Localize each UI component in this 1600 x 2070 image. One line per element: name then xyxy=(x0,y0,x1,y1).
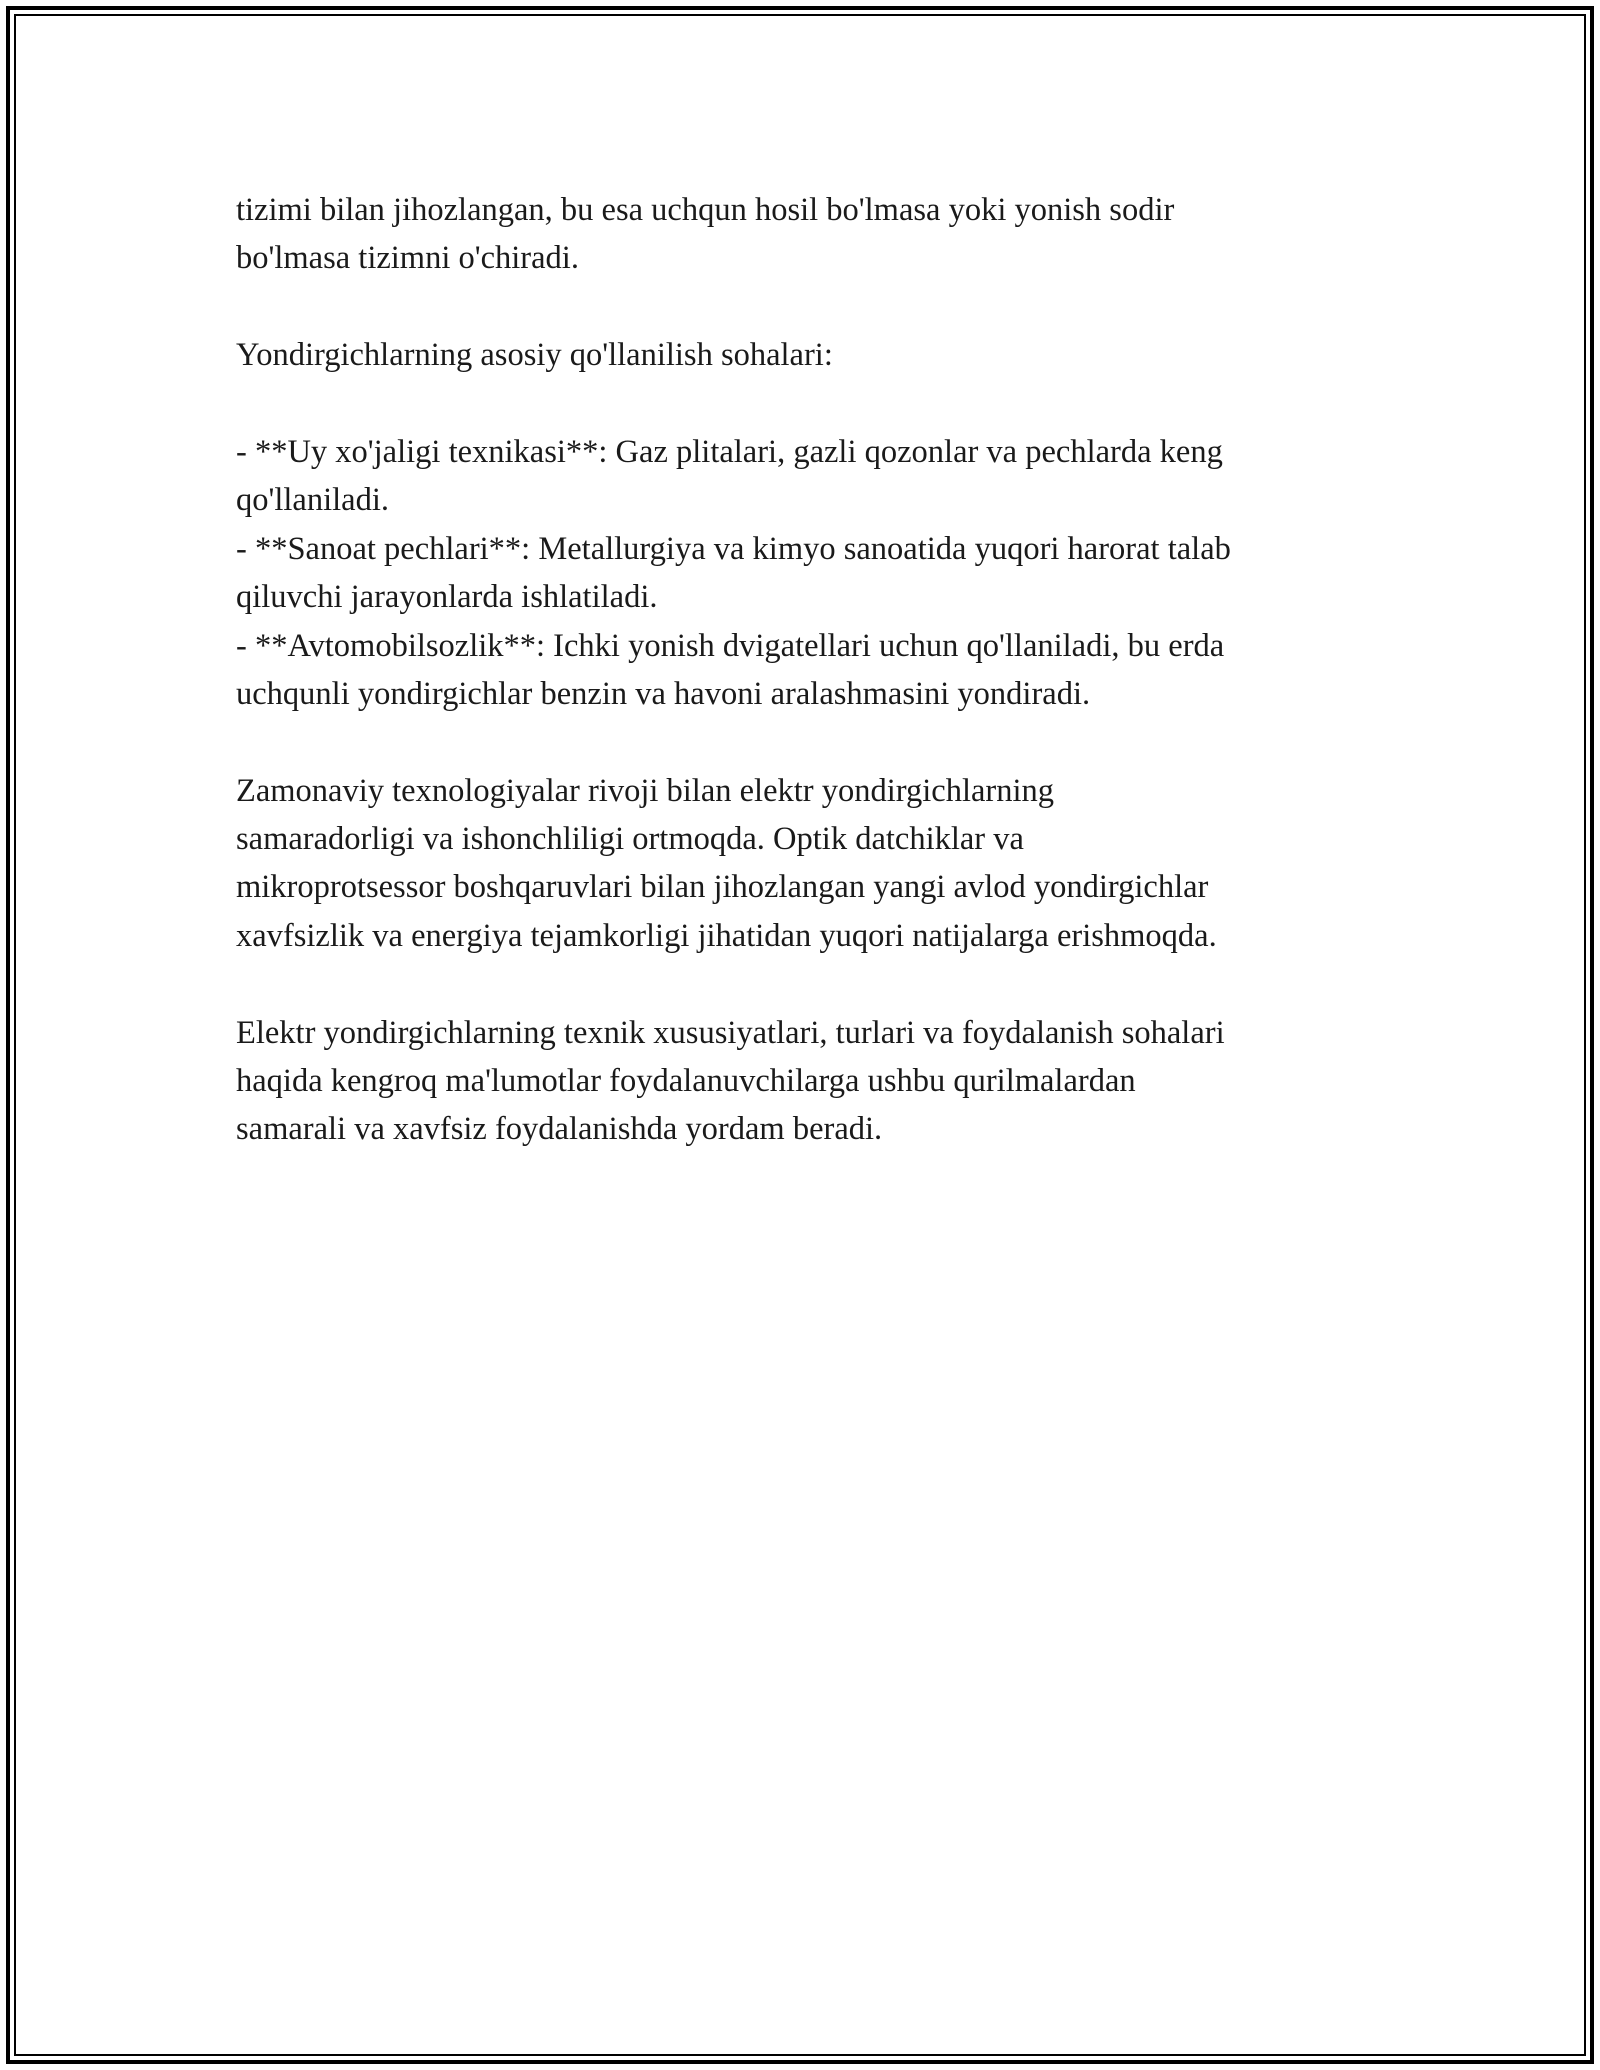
list-item-line: qo'llaniladi. xyxy=(236,482,389,519)
text-line: haqida kengroq ma'lumotlar foydalanuvchilarga ushbu qurilmalardan xyxy=(236,1063,1136,1100)
applications-heading: Yondirgichlarning asosiy qo'llanilish sohalari: xyxy=(236,337,833,374)
text-line: samarali va xavfsiz foydalanishda yordam beradi. xyxy=(236,1111,883,1148)
paragraph-gap xyxy=(236,283,1376,331)
document-body xyxy=(236,186,1376,1154)
technology-paragraph xyxy=(236,767,1376,961)
intro-paragraph xyxy=(236,186,1376,283)
paragraph-gap xyxy=(236,380,1376,428)
list-item-line: - **Sanoat pechlari**: Metallurgiya va kimyo sanoatida yuqori harorat talab xyxy=(236,530,1231,567)
text-line: samaradorligi va ishonchliligi ortmoqda. Optik datchiklar va xyxy=(236,821,1024,858)
list-item xyxy=(236,525,1376,622)
list-item-line: uchqunli yondirgichlar benzin va havoni aralashmasini yondiradi. xyxy=(236,675,1091,712)
list-item xyxy=(236,622,1376,719)
text-line: tizimi bilan jihozlangan, bu esa uchqun hosil bo'lmasa yoki yonish sodir xyxy=(236,192,1175,228)
text-line: xavfsizlik va energiya tejamkorligi jihatidan yuqori natijalarga erishmoqda. xyxy=(236,917,1217,954)
closing-paragraph xyxy=(236,1009,1376,1154)
paragraph-gap xyxy=(236,718,1376,766)
list-item-line: qiluvchi jarayonlarda ishlatiladi. xyxy=(236,579,658,616)
text-line: mikroprotsessor boshqaruvlari bilan jihozlangan yangi avlod yondirgichlar xyxy=(236,869,1209,906)
text-line: Elektr yondirgichlarning texnik xususiyatlari, turlari va foydalanish sohalari xyxy=(236,1014,1225,1051)
list-item xyxy=(236,428,1376,525)
text-line: Zamonaviy texnologiyalar rivoji bilan elektr yondirgichlarning xyxy=(236,772,1055,809)
text-line: bo'lmasa tizimni o'chiradi. xyxy=(236,240,579,277)
applications-list xyxy=(236,428,1376,718)
list-item-line: - **Avtomobilsozlik**: Ichki yonish dvigatellari uchun qo'llaniladi, bu erda xyxy=(236,627,1225,664)
list-item-line: - **Uy xo'jaligi texnikasi**: Gaz plitalari, gazli qozonlar va pechlarda keng xyxy=(236,433,1223,470)
paragraph-gap xyxy=(236,960,1376,1008)
